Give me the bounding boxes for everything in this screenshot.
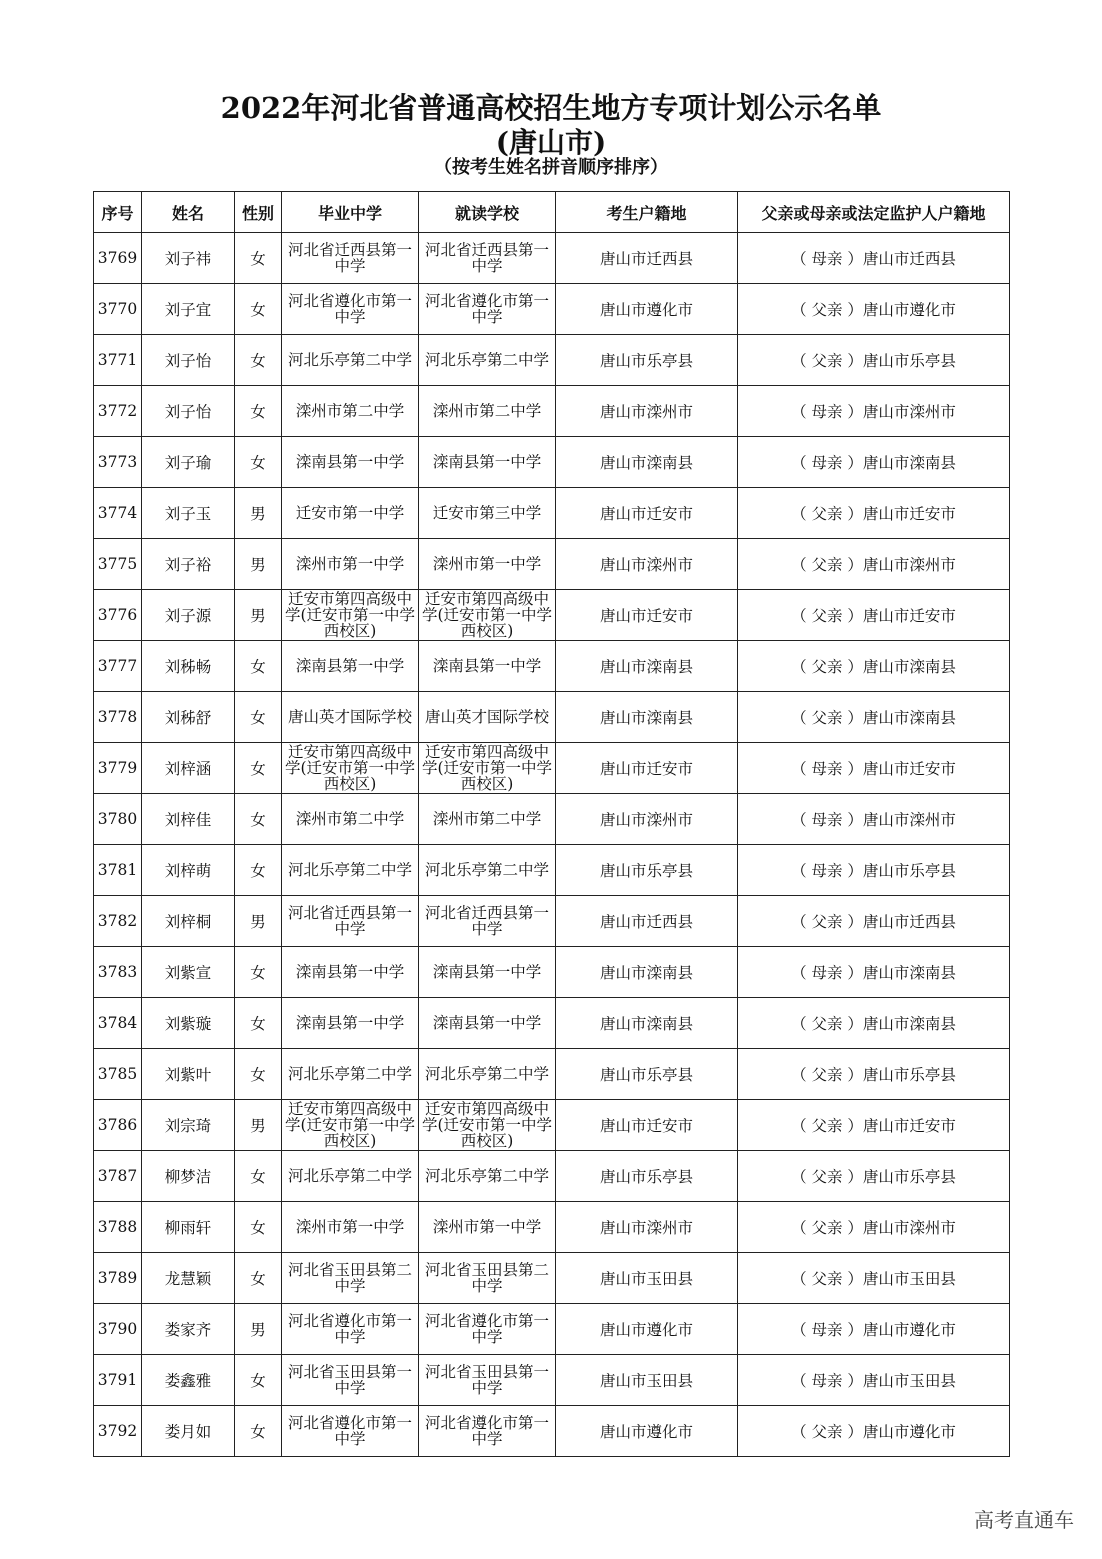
cell-household-registration: 唐山市迁西县 <box>556 896 738 947</box>
cell-graduation-school: 河北省遵化市第一中学 <box>282 284 419 335</box>
cell-gender: 女 <box>235 284 282 335</box>
cell-index: 3784 <box>94 998 142 1049</box>
cell-guardian-registration: （ 父亲 ）唐山市乐亭县 <box>738 1049 1010 1100</box>
header-current-school: 就读学校 <box>419 192 556 233</box>
cell-index: 3772 <box>94 386 142 437</box>
table-row <box>94 1253 1010 1304</box>
cell-guardian-registration: （ 父亲 ）唐山市乐亭县 <box>738 1151 1010 1202</box>
cell-graduation-school: 河北省玉田县第一中学 <box>282 1355 419 1406</box>
cell-index: 3783 <box>94 947 142 998</box>
cell-gender: 女 <box>235 845 282 896</box>
cell-current-school: 滦南县第一中学 <box>419 437 556 488</box>
cell-household-registration: 唐山市遵化市 <box>556 1304 738 1355</box>
cell-household-registration: 唐山市乐亭县 <box>556 1151 738 1202</box>
header-household-registration: 考生户籍地 <box>556 192 738 233</box>
cell-current-school: 滦南县第一中学 <box>419 947 556 998</box>
cell-gender: 女 <box>235 794 282 845</box>
cell-graduation-school: 河北省迁西县第一中学 <box>282 896 419 947</box>
cell-guardian-registration: （ 母亲 ）唐山市迁西县 <box>738 233 1010 284</box>
cell-graduation-school: 迁安市第一中学 <box>282 488 419 539</box>
cell-name: 刘子源 <box>142 590 235 641</box>
cell-household-registration: 唐山市滦南县 <box>556 947 738 998</box>
table-row <box>94 539 1010 590</box>
cell-name: 柳雨轩 <box>142 1202 235 1253</box>
cell-current-school: 唐山英才国际学校 <box>419 692 556 743</box>
cell-gender: 女 <box>235 1151 282 1202</box>
cell-name: 娄家齐 <box>142 1304 235 1355</box>
header-gender: 性别 <box>235 192 282 233</box>
cell-index: 3792 <box>94 1406 142 1457</box>
table-row <box>94 1049 1010 1100</box>
cell-gender: 男 <box>235 1100 282 1151</box>
table-row <box>94 1355 1010 1406</box>
cell-name: 刘紫璇 <box>142 998 235 1049</box>
cell-household-registration: 唐山市滦州市 <box>556 1202 738 1253</box>
cell-guardian-registration: （ 母亲 ）唐山市玉田县 <box>738 1355 1010 1406</box>
cell-index: 3788 <box>94 1202 142 1253</box>
header-row <box>94 192 1010 233</box>
cell-guardian-registration: （ 母亲 ）唐山市滦南县 <box>738 437 1010 488</box>
cell-guardian-registration: （ 母亲 ）唐山市滦州市 <box>738 386 1010 437</box>
cell-name: 刘紫叶 <box>142 1049 235 1100</box>
cell-current-school: 河北省遵化市第一中学 <box>419 1406 556 1457</box>
cell-index: 3769 <box>94 233 142 284</box>
cell-name: 刘梓佳 <box>142 794 235 845</box>
table-row <box>94 1202 1010 1253</box>
cell-index: 3773 <box>94 437 142 488</box>
cell-graduation-school: 河北省遵化市第一中学 <box>282 1406 419 1457</box>
cell-name: 刘紫宣 <box>142 947 235 998</box>
table-row <box>94 896 1010 947</box>
cell-name: 刘梓萌 <box>142 845 235 896</box>
cell-graduation-school: 河北省遵化市第一中学 <box>282 1304 419 1355</box>
cell-index: 3785 <box>94 1049 142 1100</box>
cell-current-school: 河北乐亭第二中学 <box>419 1151 556 1202</box>
cell-guardian-registration: （ 母亲 ）唐山市滦州市 <box>738 794 1010 845</box>
cell-gender: 女 <box>235 437 282 488</box>
cell-guardian-registration: （ 母亲 ）唐山市遵化市 <box>738 1304 1010 1355</box>
header-guardian-registration: 父亲或母亲或法定监护人户籍地 <box>738 192 1010 233</box>
cell-household-registration: 唐山市迁安市 <box>556 743 738 794</box>
cell-index: 3775 <box>94 539 142 590</box>
cell-index: 3782 <box>94 896 142 947</box>
cell-index: 3771 <box>94 335 142 386</box>
cell-graduation-school: 滦南县第一中学 <box>282 641 419 692</box>
cell-gender: 女 <box>235 1049 282 1100</box>
header-graduation-school: 毕业中学 <box>282 192 419 233</box>
cell-current-school: 河北省玉田县第一中学 <box>419 1355 556 1406</box>
cell-graduation-school: 滦南县第一中学 <box>282 947 419 998</box>
cell-guardian-registration: （ 父亲 ）唐山市滦州市 <box>738 539 1010 590</box>
cell-graduation-school: 滦州市第二中学 <box>282 794 419 845</box>
cell-gender: 女 <box>235 947 282 998</box>
cell-graduation-school: 迁安市第四高级中学(迁安市第一中学西校区) <box>282 590 419 641</box>
cell-guardian-registration: （ 父亲 ）唐山市迁安市 <box>738 1100 1010 1151</box>
cell-index: 3781 <box>94 845 142 896</box>
table-row <box>94 845 1010 896</box>
cell-index: 3787 <box>94 1151 142 1202</box>
cell-graduation-school: 迁安市第四高级中学(迁安市第一中学西校区) <box>282 1100 419 1151</box>
cell-gender: 男 <box>235 590 282 641</box>
cell-name: 刘宗琦 <box>142 1100 235 1151</box>
cell-graduation-school: 河北乐亭第二中学 <box>282 1049 419 1100</box>
cell-graduation-school: 滦州市第二中学 <box>282 386 419 437</box>
cell-gender: 女 <box>235 743 282 794</box>
cell-name: 龙慧颖 <box>142 1253 235 1304</box>
cell-graduation-school: 河北乐亭第二中学 <box>282 845 419 896</box>
cell-guardian-registration: （ 父亲 ）唐山市滦南县 <box>738 641 1010 692</box>
cell-guardian-registration: （ 父亲 ）唐山市遵化市 <box>738 1406 1010 1457</box>
cell-household-registration: 唐山市遵化市 <box>556 1406 738 1457</box>
cell-current-school: 迁安市第四高级中学(迁安市第一中学西校区) <box>419 590 556 641</box>
cell-graduation-school: 滦南县第一中学 <box>282 437 419 488</box>
cell-index: 3776 <box>94 590 142 641</box>
cell-name: 刘子裕 <box>142 539 235 590</box>
cell-household-registration: 唐山市乐亭县 <box>556 845 738 896</box>
cell-current-school: 河北乐亭第二中学 <box>419 1049 556 1100</box>
cell-guardian-registration: （ 父亲 ）唐山市迁安市 <box>738 488 1010 539</box>
cell-guardian-registration: （ 母亲 ）唐山市滦南县 <box>738 947 1010 998</box>
sort-note: （按考生姓名拼音顺序排序） <box>434 157 668 178</box>
cell-household-registration: 唐山市迁西县 <box>556 233 738 284</box>
table-row <box>94 233 1010 284</box>
cell-index: 3774 <box>94 488 142 539</box>
cell-graduation-school: 迁安市第四高级中学(迁安市第一中学西校区) <box>282 743 419 794</box>
table-row <box>94 998 1010 1049</box>
cell-current-school: 滦州市第一中学 <box>419 539 556 590</box>
cell-graduation-school: 滦南县第一中学 <box>282 998 419 1049</box>
cell-index: 3778 <box>94 692 142 743</box>
document-subtitle: (唐山市) <box>495 126 607 159</box>
cell-household-registration: 唐山市遵化市 <box>556 284 738 335</box>
cell-gender: 男 <box>235 488 282 539</box>
cell-current-school: 河北省玉田县第二中学 <box>419 1253 556 1304</box>
cell-current-school: 滦南县第一中学 <box>419 641 556 692</box>
cell-household-registration: 唐山市滦州市 <box>556 386 738 437</box>
cell-current-school: 滦州市第二中学 <box>419 794 556 845</box>
cell-current-school: 河北省遵化市第一中学 <box>419 1304 556 1355</box>
cell-household-registration: 唐山市迁安市 <box>556 488 738 539</box>
cell-graduation-school: 河北省迁西县第一中学 <box>282 233 419 284</box>
cell-current-school: 河北乐亭第二中学 <box>419 335 556 386</box>
cell-household-registration: 唐山市滦南县 <box>556 692 738 743</box>
cell-index: 3770 <box>94 284 142 335</box>
cell-graduation-school: 唐山英才国际学校 <box>282 692 419 743</box>
table-row <box>94 1304 1010 1355</box>
cell-gender: 女 <box>235 1355 282 1406</box>
table-row <box>94 335 1010 386</box>
cell-guardian-registration: （ 父亲 ）唐山市迁安市 <box>738 590 1010 641</box>
cell-gender: 女 <box>235 335 282 386</box>
cell-index: 3786 <box>94 1100 142 1151</box>
cell-household-registration: 唐山市滦州市 <box>556 794 738 845</box>
table-row <box>94 590 1010 641</box>
cell-name: 刘子怡 <box>142 335 235 386</box>
cell-gender: 女 <box>235 998 282 1049</box>
cell-graduation-school: 滦州市第一中学 <box>282 1202 419 1253</box>
cell-index: 3790 <box>94 1304 142 1355</box>
cell-guardian-registration: （ 母亲 ）唐山市迁安市 <box>738 743 1010 794</box>
table-row <box>94 1151 1010 1202</box>
cell-gender: 男 <box>235 539 282 590</box>
cell-name: 娄鑫雅 <box>142 1355 235 1406</box>
cell-current-school: 滦南县第一中学 <box>419 998 556 1049</box>
cell-name: 刘梓桐 <box>142 896 235 947</box>
cell-name: 刘秭畅 <box>142 641 235 692</box>
cell-index: 3791 <box>94 1355 142 1406</box>
cell-gender: 男 <box>235 1304 282 1355</box>
cell-guardian-registration: （ 父亲 ）唐山市遵化市 <box>738 284 1010 335</box>
cell-gender: 女 <box>235 386 282 437</box>
cell-graduation-school: 河北省玉田县第二中学 <box>282 1253 419 1304</box>
roster-body <box>94 233 1010 1457</box>
cell-current-school: 滦州市第一中学 <box>419 1202 556 1253</box>
cell-household-registration: 唐山市滦州市 <box>556 539 738 590</box>
cell-current-school: 迁安市第三中学 <box>419 488 556 539</box>
cell-name: 刘子祎 <box>142 233 235 284</box>
cell-graduation-school: 滦州市第一中学 <box>282 539 419 590</box>
table-row <box>94 692 1010 743</box>
table-row <box>94 794 1010 845</box>
cell-current-school: 迁安市第四高级中学(迁安市第一中学西校区) <box>419 1100 556 1151</box>
cell-index: 3779 <box>94 743 142 794</box>
cell-graduation-school: 河北乐亭第二中学 <box>282 1151 419 1202</box>
cell-guardian-registration: （ 父亲 ）唐山市乐亭县 <box>738 335 1010 386</box>
cell-household-registration: 唐山市玉田县 <box>556 1355 738 1406</box>
table-row <box>94 386 1010 437</box>
cell-name: 刘子宜 <box>142 284 235 335</box>
table-row <box>94 743 1010 794</box>
cell-current-school: 河北省迁西县第一中学 <box>419 896 556 947</box>
table-row <box>94 1406 1010 1457</box>
cell-gender: 女 <box>235 641 282 692</box>
cell-index: 3777 <box>94 641 142 692</box>
cell-index: 3780 <box>94 794 142 845</box>
table-row <box>94 488 1010 539</box>
cell-current-school: 滦州市第二中学 <box>419 386 556 437</box>
cell-graduation-school: 河北乐亭第二中学 <box>282 335 419 386</box>
cell-current-school: 河北省迁西县第一中学 <box>419 233 556 284</box>
cell-index: 3789 <box>94 1253 142 1304</box>
cell-name: 刘子怡 <box>142 386 235 437</box>
roster-table <box>93 191 1010 1457</box>
cell-household-registration: 唐山市迁安市 <box>556 590 738 641</box>
cell-household-registration: 唐山市滦南县 <box>556 437 738 488</box>
cell-gender: 男 <box>235 896 282 947</box>
cell-household-registration: 唐山市滦南县 <box>556 641 738 692</box>
cell-gender: 女 <box>235 1406 282 1457</box>
cell-guardian-registration: （ 父亲 ）唐山市玉田县 <box>738 1253 1010 1304</box>
cell-name: 刘子玉 <box>142 488 235 539</box>
table-row <box>94 947 1010 998</box>
cell-gender: 女 <box>235 233 282 284</box>
cell-guardian-registration: （ 父亲 ）唐山市迁西县 <box>738 896 1010 947</box>
document-title: 2022年河北省普通高校招生地方专项计划公示名单 <box>220 91 882 125</box>
cell-name: 刘秭舒 <box>142 692 235 743</box>
cell-guardian-registration: （ 父亲 ）唐山市滦南县 <box>738 692 1010 743</box>
cell-name: 刘子瑜 <box>142 437 235 488</box>
cell-name: 刘梓涵 <box>142 743 235 794</box>
cell-current-school: 河北乐亭第二中学 <box>419 845 556 896</box>
cell-current-school: 河北省遵化市第一中学 <box>419 284 556 335</box>
cell-household-registration: 唐山市滦南县 <box>556 998 738 1049</box>
cell-gender: 女 <box>235 692 282 743</box>
cell-household-registration: 唐山市迁安市 <box>556 1100 738 1151</box>
table-row <box>94 284 1010 335</box>
cell-name: 柳梦洁 <box>142 1151 235 1202</box>
cell-name: 娄月如 <box>142 1406 235 1457</box>
cell-guardian-registration: （ 父亲 ）唐山市滦州市 <box>738 1202 1010 1253</box>
cell-gender: 女 <box>235 1253 282 1304</box>
cell-gender: 女 <box>235 1202 282 1253</box>
table-row <box>94 1100 1010 1151</box>
cell-household-registration: 唐山市乐亭县 <box>556 335 738 386</box>
watermark-text: 高考直通车 <box>974 1508 1074 1532</box>
header-name: 姓名 <box>142 192 235 233</box>
cell-current-school: 迁安市第四高级中学(迁安市第一中学西校区) <box>419 743 556 794</box>
table-row <box>94 437 1010 488</box>
cell-guardian-registration: （ 母亲 ）唐山市乐亭县 <box>738 845 1010 896</box>
header-index: 序号 <box>94 192 142 233</box>
cell-household-registration: 唐山市玉田县 <box>556 1253 738 1304</box>
table-row <box>94 641 1010 692</box>
cell-guardian-registration: （ 父亲 ）唐山市滦南县 <box>738 998 1010 1049</box>
cell-household-registration: 唐山市乐亭县 <box>556 1049 738 1100</box>
